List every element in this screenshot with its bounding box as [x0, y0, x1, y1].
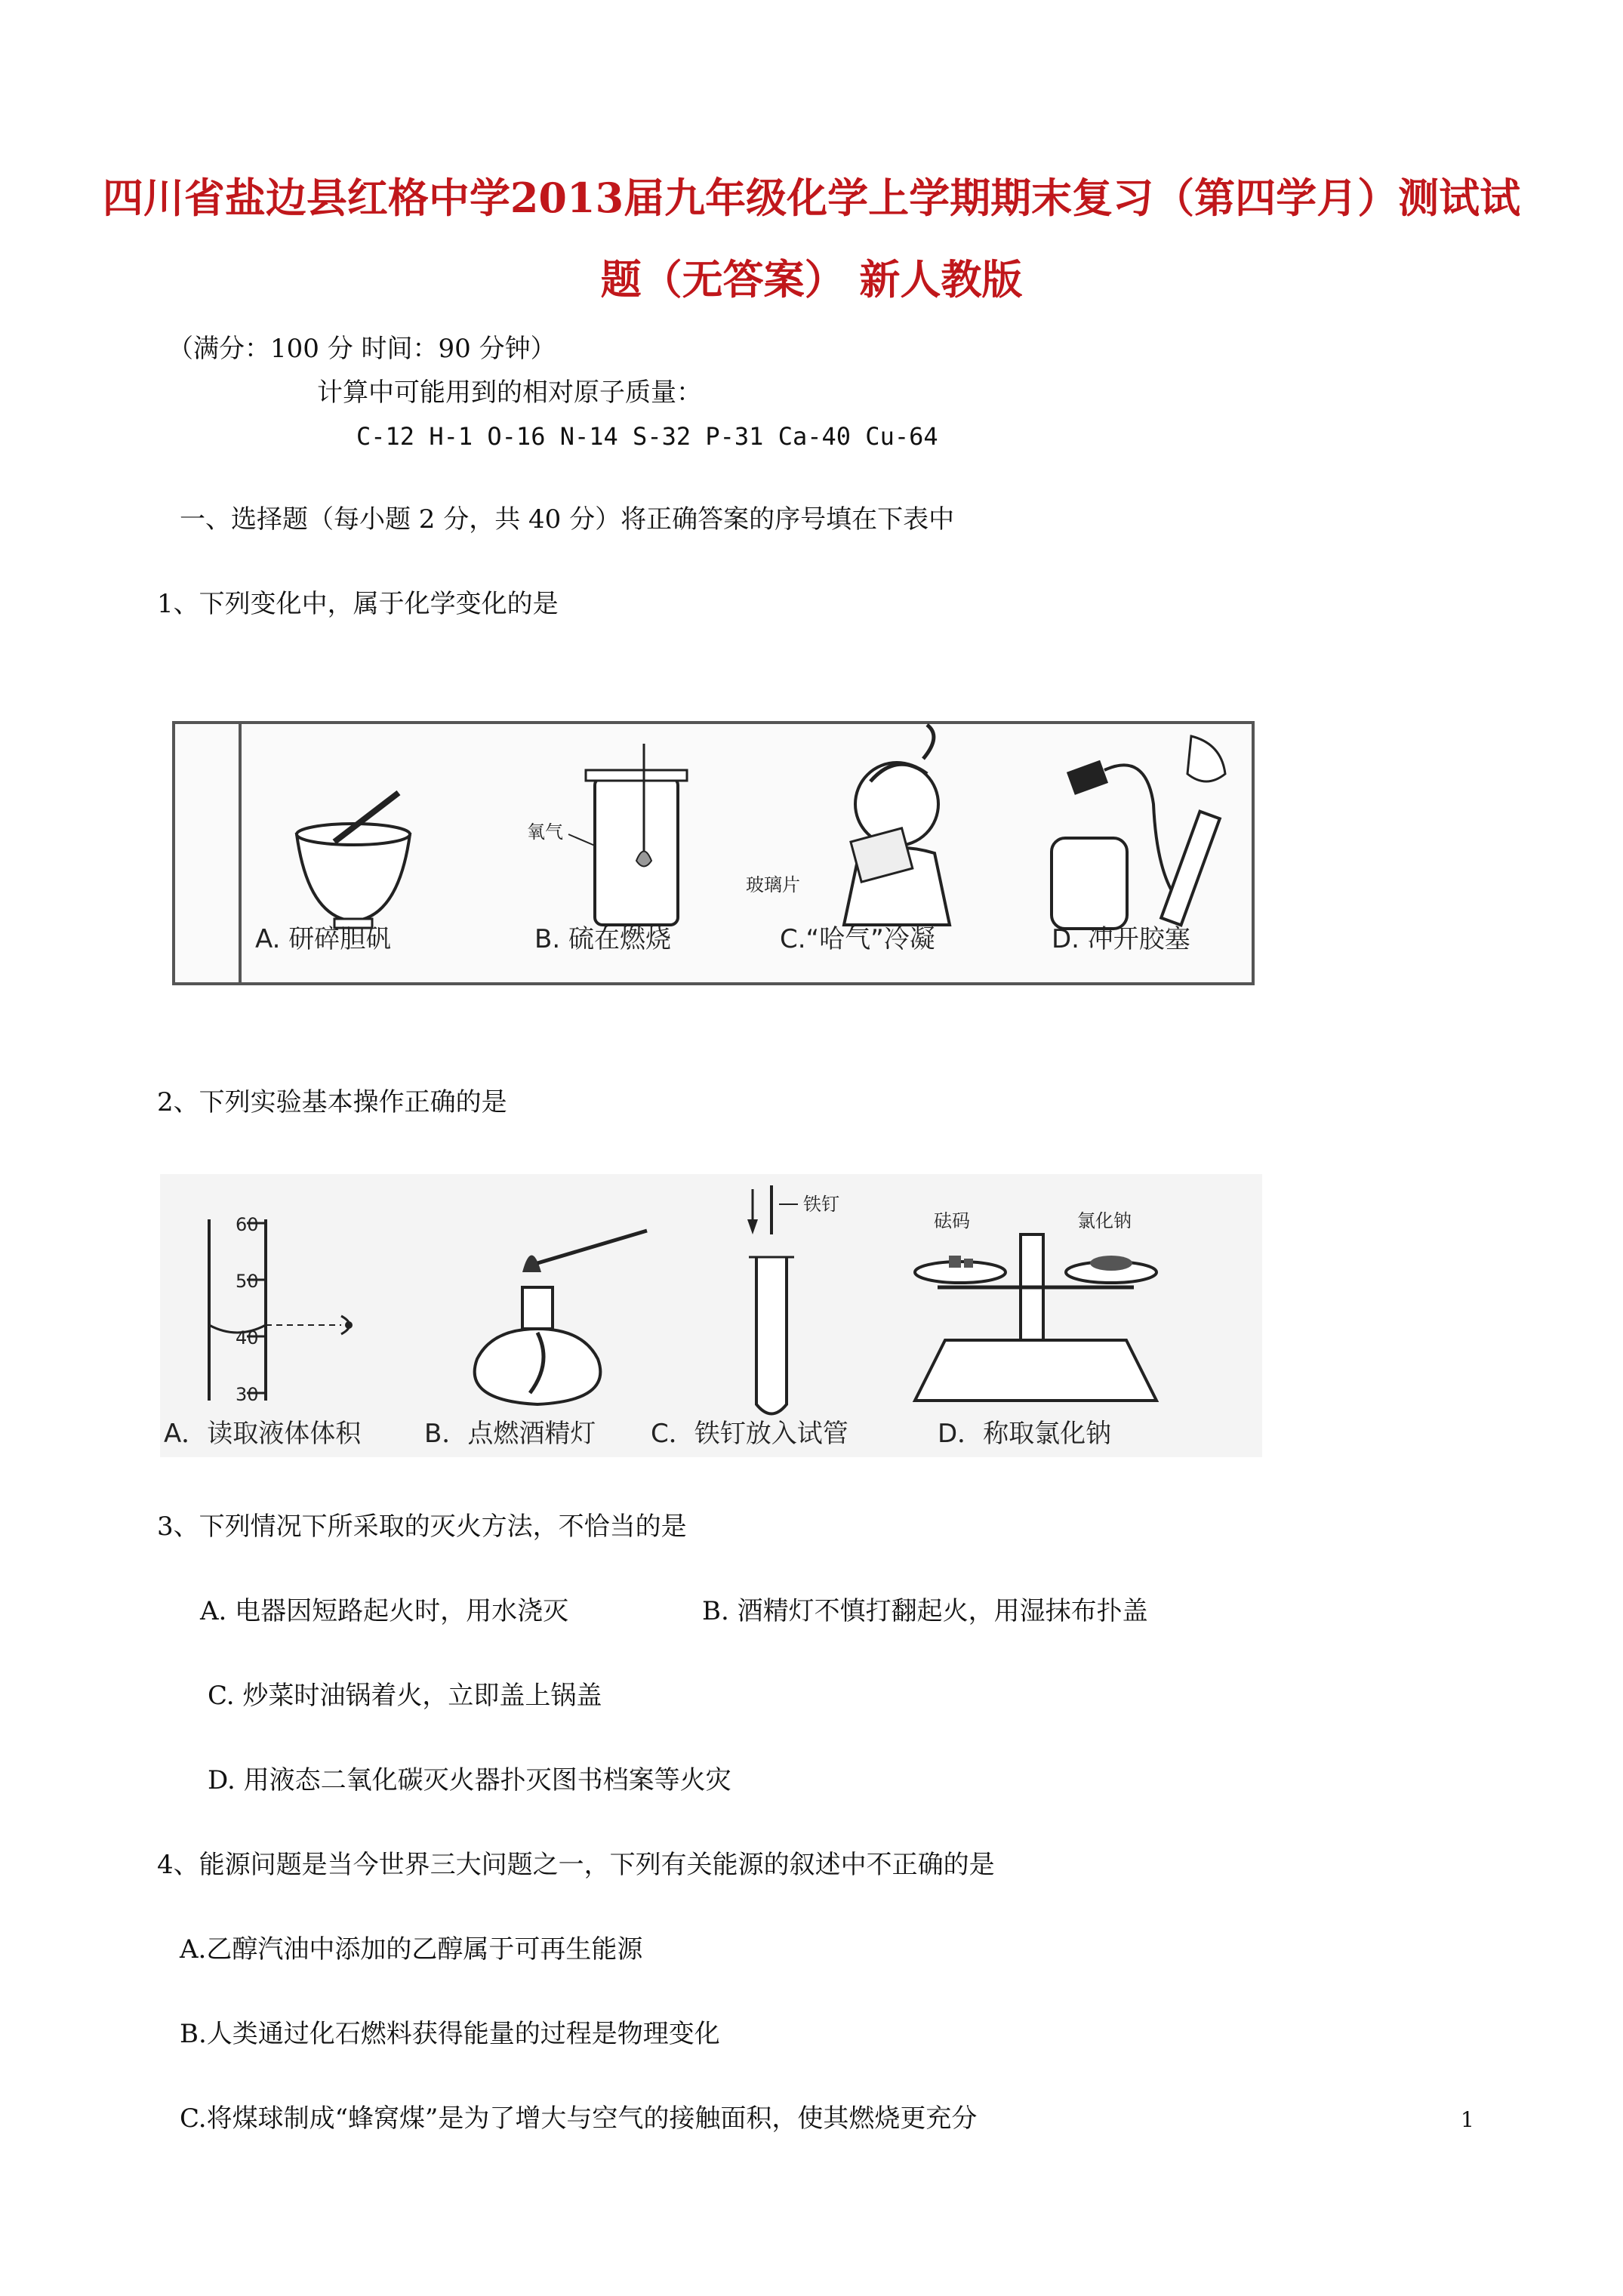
weights-label: 砝码: [934, 1210, 970, 1231]
q1-option-c: C.“哈气”冷凝: [780, 924, 935, 954]
q2-option-b: B．点燃酒精灯: [424, 1419, 596, 1449]
doc-title-line2: 题（无答案） 新人教版: [600, 255, 1023, 304]
question-1-figure: [172, 721, 1463, 985]
q3-option-a: A. 电器因短路起火时，用水浇灭: [200, 1596, 569, 1626]
question-2-stem: 2、下列实验基本操作正确的是: [157, 1087, 507, 1117]
q4-option-c: C.将煤球制成“蜂窝煤”是为了增大与空气的接触面积，使其燃烧更充分: [180, 2103, 978, 2134]
nail-label: 铁钉: [803, 1194, 839, 1215]
tick-30: 30: [236, 1384, 259, 1405]
q3-option-d: D. 用液态二氧化碳灭火器扑灭图书档案等火灾: [208, 1765, 731, 1795]
tick-60: 60: [236, 1214, 259, 1235]
question-1-diagram: [172, 721, 1463, 985]
tick-50: 50: [236, 1271, 259, 1292]
tick-40: 40: [236, 1327, 259, 1348]
question-2-diagram: [160, 1174, 1262, 1457]
q1-option-a: A. 研碎胆矾: [255, 924, 392, 954]
atomic-mass-label: 计算中可能用到的相对原子质量：: [317, 378, 702, 408]
q3-option-b: B. 酒精灯不慎打翻起火，用湿抹布扑盖: [702, 1596, 1148, 1626]
q2-option-d: D．称取氯化钠: [938, 1419, 1112, 1449]
question-4-stem: 4、能源问题是当今世界三大问题之一，下列有关能源的叙述中不正确的是: [157, 1850, 995, 1880]
q2-option-c: C．铁钉放入试管: [651, 1419, 848, 1449]
section-heading: 一、选择题（每小题 2 分，共 40 分）将正确答案的序号填在下表中: [180, 504, 955, 535]
glass-label: 玻璃片: [746, 874, 800, 895]
nacl-label: 氯化钠: [1077, 1210, 1132, 1231]
q2-option-a: A．读取液体体积: [164, 1419, 362, 1449]
q3-option-c: C. 炒菜时油锅着火，立即盖上锅盖: [208, 1681, 602, 1711]
oxygen-label: 氧气: [527, 821, 563, 843]
question-2-figure: [160, 1174, 1262, 1457]
question-1-stem: 1、下列变化中，属于化学变化的是: [157, 589, 559, 619]
score-time: （满分：100 分 时间：90 分钟）: [168, 334, 556, 364]
q1-option-b: B. 硫在燃烧: [534, 924, 671, 954]
doc-title-line1: 四川省盐边县红格中学2013届九年级化学上学期期末复习（第四学月）测试试: [102, 174, 1521, 222]
atomic-masses: C-12 H-1 O-16 N-14 S-32 P-31 Ca-40 Cu-64: [356, 422, 938, 451]
q4-option-b: B.人类通过化石燃料获得能量的过程是物理变化: [180, 2019, 720, 2049]
page-number: 1: [1461, 2107, 1474, 2132]
q4-option-a: A.乙醇汽油中添加的乙醇属于可再生能源: [180, 1934, 643, 1965]
question-3-stem: 3、下列情况下所采取的灭火方法，不恰当的是: [157, 1512, 687, 1542]
q1-option-d: D. 冲开胶塞: [1052, 924, 1190, 954]
